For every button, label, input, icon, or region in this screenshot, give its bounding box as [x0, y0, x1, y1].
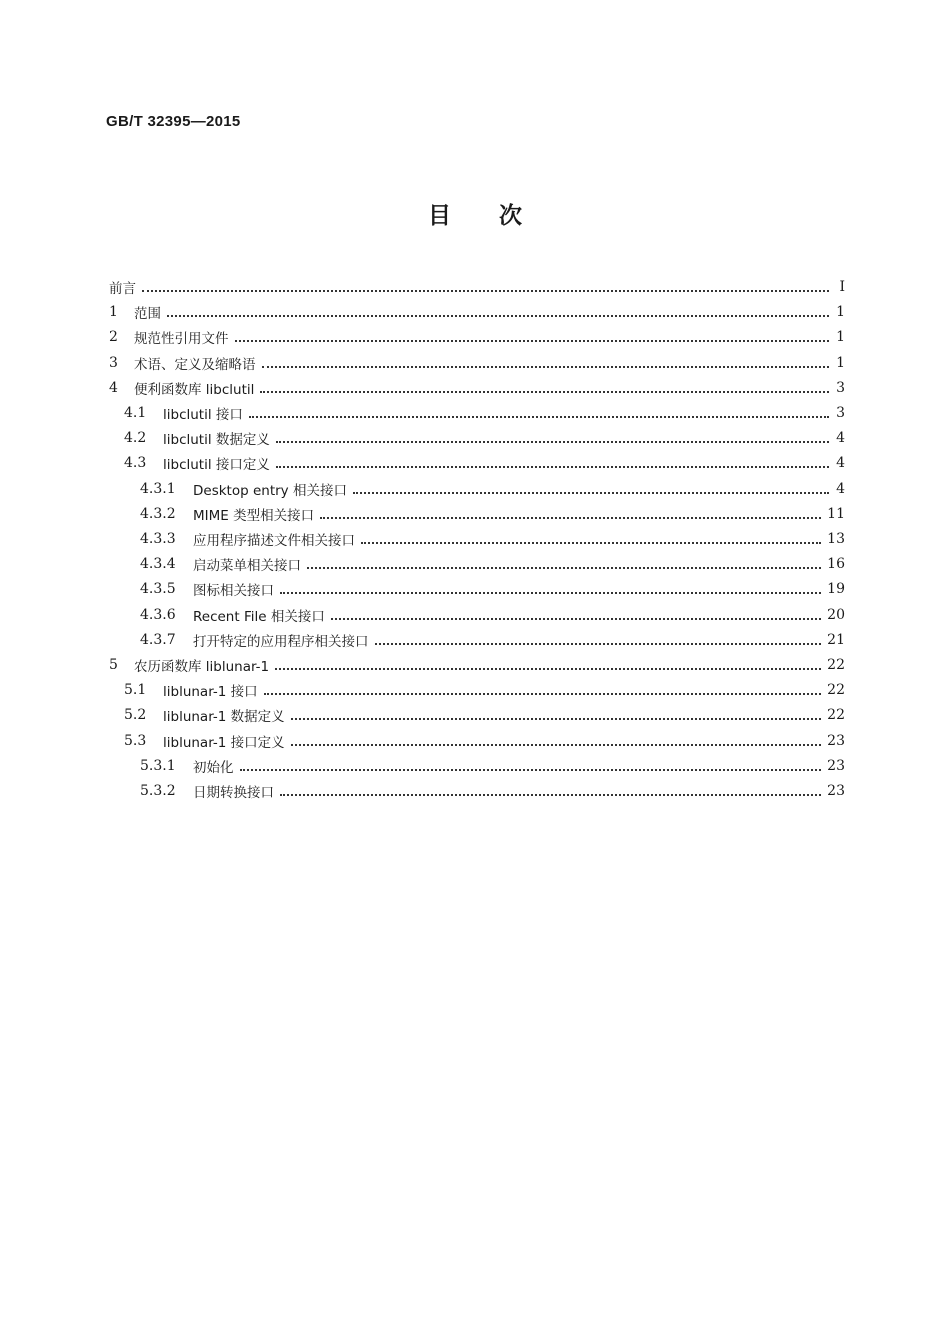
- toc-entry-title: 前言: [109, 281, 136, 297]
- toc-entry-number: 4.1: [124, 405, 147, 421]
- toc-entry[interactable]: [140, 501, 845, 527]
- toc-entry[interactable]: [140, 476, 845, 502]
- toc-entry-number: 5.3.2: [140, 783, 176, 799]
- toc-entry[interactable]: [124, 400, 845, 426]
- toc-entry[interactable]: [124, 702, 845, 728]
- toc-entry[interactable]: [109, 652, 845, 678]
- toc-entry-number: 5.3: [124, 732, 147, 749]
- toc-entry-page: 3: [836, 379, 845, 396]
- toc-entry-number: 5: [109, 657, 118, 673]
- toc-entry-page: Ⅰ: [839, 279, 845, 295]
- toc-entry-page: 22: [827, 707, 845, 724]
- toc-dot-leader: [142, 290, 829, 292]
- toc-entry-title: MIME 类型相关接口: [193, 507, 315, 524]
- toc-entry-number: 1: [109, 304, 118, 321]
- toc-entry[interactable]: [124, 728, 845, 754]
- toc-entry-number: 4.3.4: [140, 556, 176, 573]
- toc-entry-number: 4.3.1: [140, 480, 176, 497]
- toc-entry-number: 4.3.3: [140, 531, 176, 547]
- toc-entry-title: Recent File 相关接口: [193, 608, 325, 625]
- toc-entry-page: 4: [836, 455, 845, 472]
- toc-entry-title: liblunar-1 数据定义: [163, 709, 285, 726]
- toc-entry[interactable]: [140, 753, 845, 779]
- toc-entry[interactable]: [124, 425, 845, 451]
- toc-entry[interactable]: [140, 627, 845, 653]
- toc-dot-leader: [276, 466, 829, 468]
- toc-entry-title: 规范性引用文件: [134, 331, 229, 348]
- toc-entry[interactable]: [140, 526, 845, 552]
- toc-entry[interactable]: [140, 551, 845, 577]
- toc-entry[interactable]: [140, 576, 845, 602]
- toc-entry-title: 图标相关接口: [193, 583, 274, 600]
- toc-entry-page: 22: [827, 682, 845, 699]
- toc-entry-page: 1: [836, 329, 845, 346]
- toc-entry[interactable]: [124, 677, 845, 703]
- toc-dot-leader: [264, 693, 821, 695]
- toc-entry-title: libclutil 接口: [163, 407, 243, 423]
- toc-entry-title: 启动菜单相关接口: [193, 558, 301, 575]
- toc-entry[interactable]: [109, 299, 845, 325]
- toc-dot-leader: [353, 492, 829, 494]
- toc-dot-leader: [235, 340, 830, 342]
- toc-entry-page: 4: [836, 480, 845, 497]
- toc-dot-leader: [320, 517, 821, 519]
- toc-entry-title: liblunar-1 接口定义: [163, 734, 285, 751]
- toc-entry-title: libclutil 接口定义: [163, 457, 270, 474]
- toc-entry[interactable]: [109, 350, 845, 376]
- toc-entry-number: 5.3.1: [140, 757, 176, 774]
- toc-entry-title: 便利函数库 libclutil: [134, 381, 255, 398]
- toc-entry[interactable]: [124, 450, 845, 476]
- toc-dot-leader: [276, 441, 829, 443]
- toc-entry-number: 5.1: [124, 682, 147, 699]
- toc-entry-number: 4.3: [124, 455, 147, 472]
- toc-entry[interactable]: [109, 274, 845, 300]
- toc-entry-page: 1: [836, 304, 845, 321]
- toc-entry-number: 2: [109, 329, 118, 346]
- toc-entry[interactable]: [109, 324, 845, 350]
- toc-entry-page: 3: [836, 405, 845, 421]
- toc-entry-title: 打开特定的应用程序相关接口: [193, 633, 369, 650]
- toc-entry-number: 4.3.5: [140, 581, 176, 598]
- toc-dot-leader: [249, 416, 829, 418]
- toc-entry-title: liblunar-1 接口: [163, 684, 258, 701]
- toc-dot-leader: [260, 391, 829, 393]
- toc-entry-page: 23: [827, 757, 845, 774]
- toc-dot-leader: [262, 366, 830, 368]
- page-title: 目次: [428, 203, 570, 229]
- toc-dot-leader: [307, 567, 821, 569]
- toc-entry[interactable]: [140, 778, 845, 804]
- toc-dot-leader: [361, 542, 821, 544]
- standard-code: GB/T 32395—2015: [106, 113, 241, 130]
- toc-entry-page: 1: [836, 354, 845, 371]
- toc-entry-page: 21: [827, 631, 845, 648]
- toc-dot-leader: [331, 618, 821, 620]
- toc-entry-page: 13: [827, 531, 845, 547]
- toc-entry-title: 范围: [134, 306, 161, 323]
- toc-dot-leader: [375, 643, 822, 645]
- toc-entry-number: 4.3.7: [140, 631, 176, 648]
- toc-entry-title: 农历函数库 liblunar-1: [134, 659, 270, 675]
- toc-dot-leader: [240, 769, 822, 771]
- toc-entry-page: 11: [827, 505, 845, 522]
- toc-dot-leader: [280, 592, 821, 594]
- toc-entry-number: 4.2: [124, 430, 147, 447]
- toc-entry-page: 22: [827, 657, 845, 673]
- toc-entry-title: 术语、定义及缩略语: [134, 356, 256, 373]
- toc-entry-title: 日期转换接口: [193, 785, 274, 801]
- toc-entry[interactable]: [140, 602, 845, 628]
- toc-entry-title: Desktop entry 相关接口: [193, 482, 347, 499]
- toc-entry-title: libclutil 数据定义: [163, 432, 270, 449]
- toc-dot-leader: [291, 744, 821, 746]
- toc-entry-number: 4.3.2: [140, 505, 176, 522]
- toc-entry-number: 4.3.6: [140, 606, 176, 623]
- toc-entry[interactable]: [109, 375, 845, 401]
- toc-dot-leader: [167, 315, 829, 317]
- toc-entry-page: 19: [827, 581, 845, 598]
- toc-dot-leader: [291, 718, 821, 720]
- toc-entry-number: 5.2: [124, 707, 147, 724]
- toc-dot-leader: [275, 668, 821, 670]
- toc-entry-page: 16: [827, 556, 845, 573]
- toc-entry-page: 4: [836, 430, 845, 447]
- toc-dot-leader: [280, 794, 821, 796]
- toc-entry-page: 20: [827, 606, 845, 623]
- toc-entry-number: 3: [109, 354, 118, 371]
- toc-entry-title: 初始化: [193, 759, 234, 776]
- toc-entry-title: 应用程序描述文件相关接口: [193, 533, 355, 549]
- toc-entry-number: 4: [109, 379, 118, 396]
- toc-entry-page: 23: [827, 783, 845, 799]
- toc-entry-page: 23: [827, 732, 845, 749]
